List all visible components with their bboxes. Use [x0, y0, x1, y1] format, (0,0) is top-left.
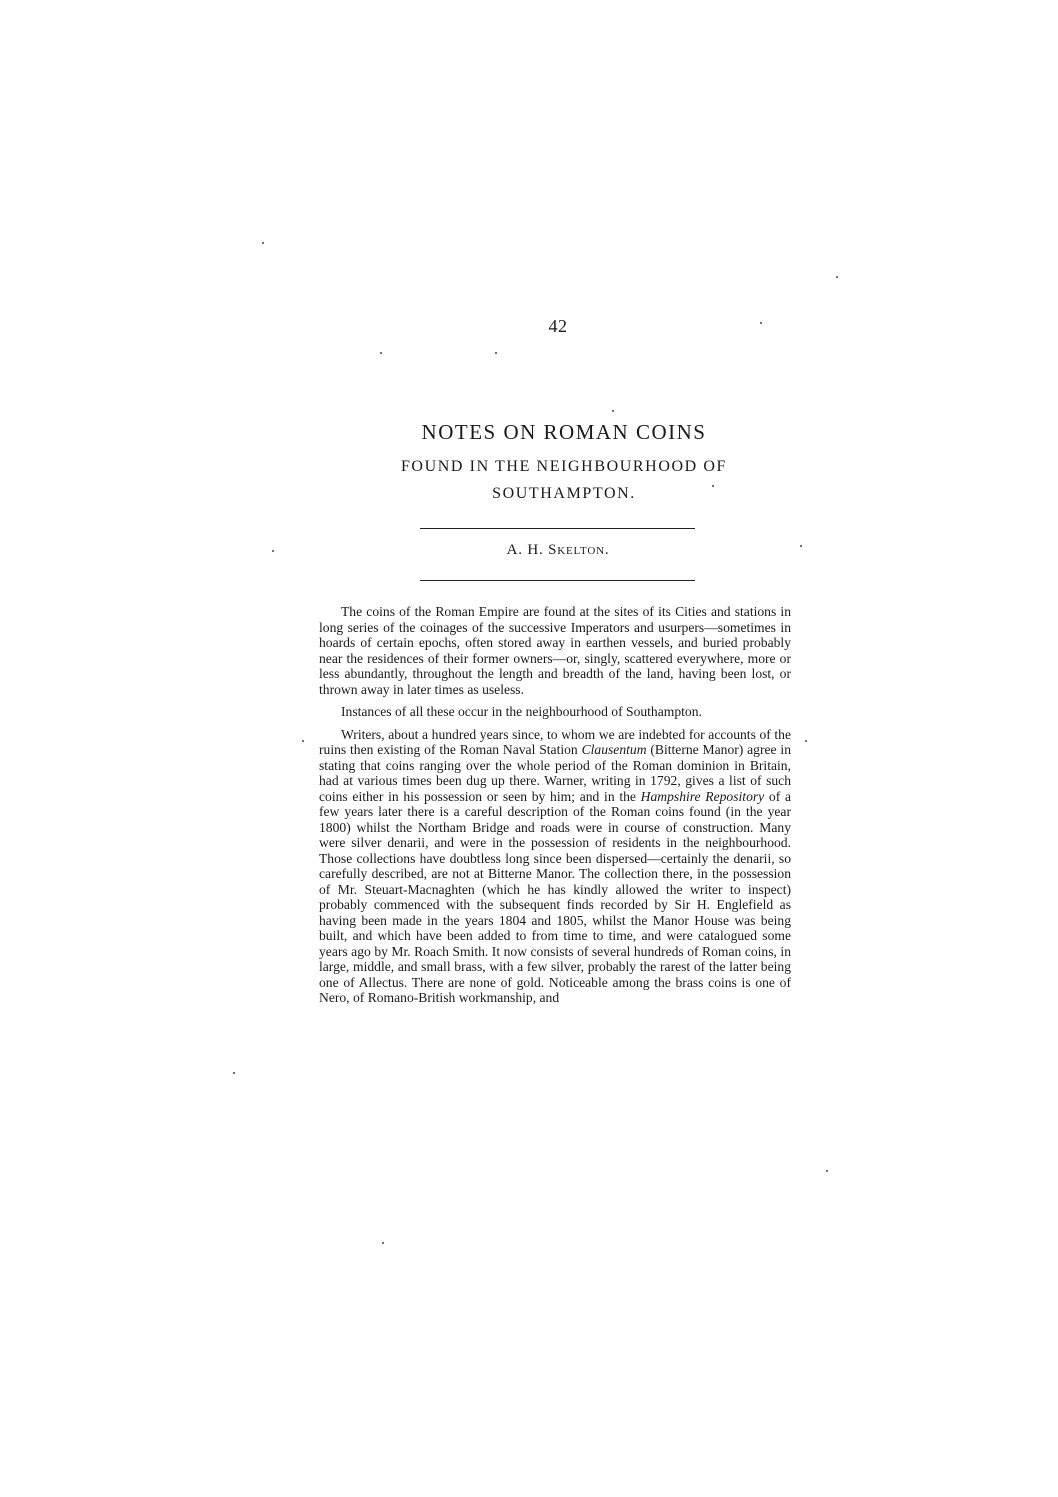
page-number: 42 — [548, 316, 568, 336]
scan-speck — [272, 550, 274, 552]
scan-speck — [836, 276, 838, 278]
scan-speck — [233, 1072, 235, 1074]
article-subtitle-line-1: FOUND IN THE NEIGHBOURHOOD OF — [400, 458, 728, 475]
scan-speck — [826, 1170, 828, 1172]
scan-speck — [495, 352, 497, 354]
article-body — [319, 604, 791, 1010]
author-byline — [0, 542, 1058, 559]
article-subtitle-line-2: SOUTHAMPTON. — [492, 485, 636, 502]
scan-speck — [612, 410, 614, 412]
divider-rule-bottom — [420, 580, 695, 581]
scan-speck — [382, 1242, 384, 1244]
scan-speck — [805, 740, 807, 742]
paragraph-text: Writers, about a hundred years since, to whom we are indebted for accounts of the ruins then existing of the Roman Naval Station — [319, 726, 791, 757]
author-surname: Skelton. — [548, 542, 610, 558]
scan-speck — [800, 545, 802, 547]
paragraph-text: of a few years later there is a careful description of the Roman coins found (in the year 1800) whilst the Northam Bridge and roads were in course of construction. Many were silver denarii, and were in the possession of residents in the neighbourhood. Those collections have doubtless long since been dispersed—certainly the denarii, so carefully described, are not at Bitterne Manor. The collection there, in the possession of Mr. Steuart-Macnaghten (which he has kindly allowed the writer to inspect) probably commenced with the subsequent finds recorded by Sir H. Englefield as having been made in the years 1804 and 1805, whilst the Manor House was being built, and which have been added to from time to time, and were catalogued some years ago by Mr. Roach Smith. It now consists of several hundreds of Roman coins, in large, middle, and small brass, with a few silver, probably the rarest of the latter being one of Allectus. There are none of gold. Noticeable among the brass coins is one of Nero, of Romano-British workmanship, and — [319, 788, 791, 1005]
paragraph: Instances of all these occur in the neighbourhood of Southampton. — [341, 704, 702, 719]
scan-speck — [262, 242, 264, 244]
italic-place-name: Clausentum — [581, 742, 647, 757]
paragraph: The coins of the Roman Empire are found at the sites of its Cities and stations in long series of the coinages of the successive Imperators and usurpers—sometimes in hoards of certain epochs, often stored away in earthen vessels, and buried probably near the residences of their former owners—or, singly, scattered everywhere, more or less abundantly, throughout the length and breadth of the land, having been lost, or thrown away in later times as useless. — [319, 604, 791, 697]
scan-speck — [760, 322, 762, 324]
paragraph — [319, 727, 791, 1006]
divider-rule-top — [420, 528, 695, 529]
author-initials: A. H. — [506, 542, 544, 558]
scan-speck — [712, 485, 714, 487]
paragraph-text: (Bitterne Manor) agree in stating that coins ranging over the whole period of the Roman dominion in Britain, had at various times been dug up there. Warner, writing in 1792, gives a list of such coins either in his possession or seen by him; and in the — [319, 742, 791, 804]
scan-speck — [302, 740, 304, 742]
italic-publication-title: Hampshire Repository — [640, 788, 765, 804]
article-title: NOTES ON ROMAN COINS — [421, 420, 707, 444]
scan-speck — [380, 352, 382, 354]
